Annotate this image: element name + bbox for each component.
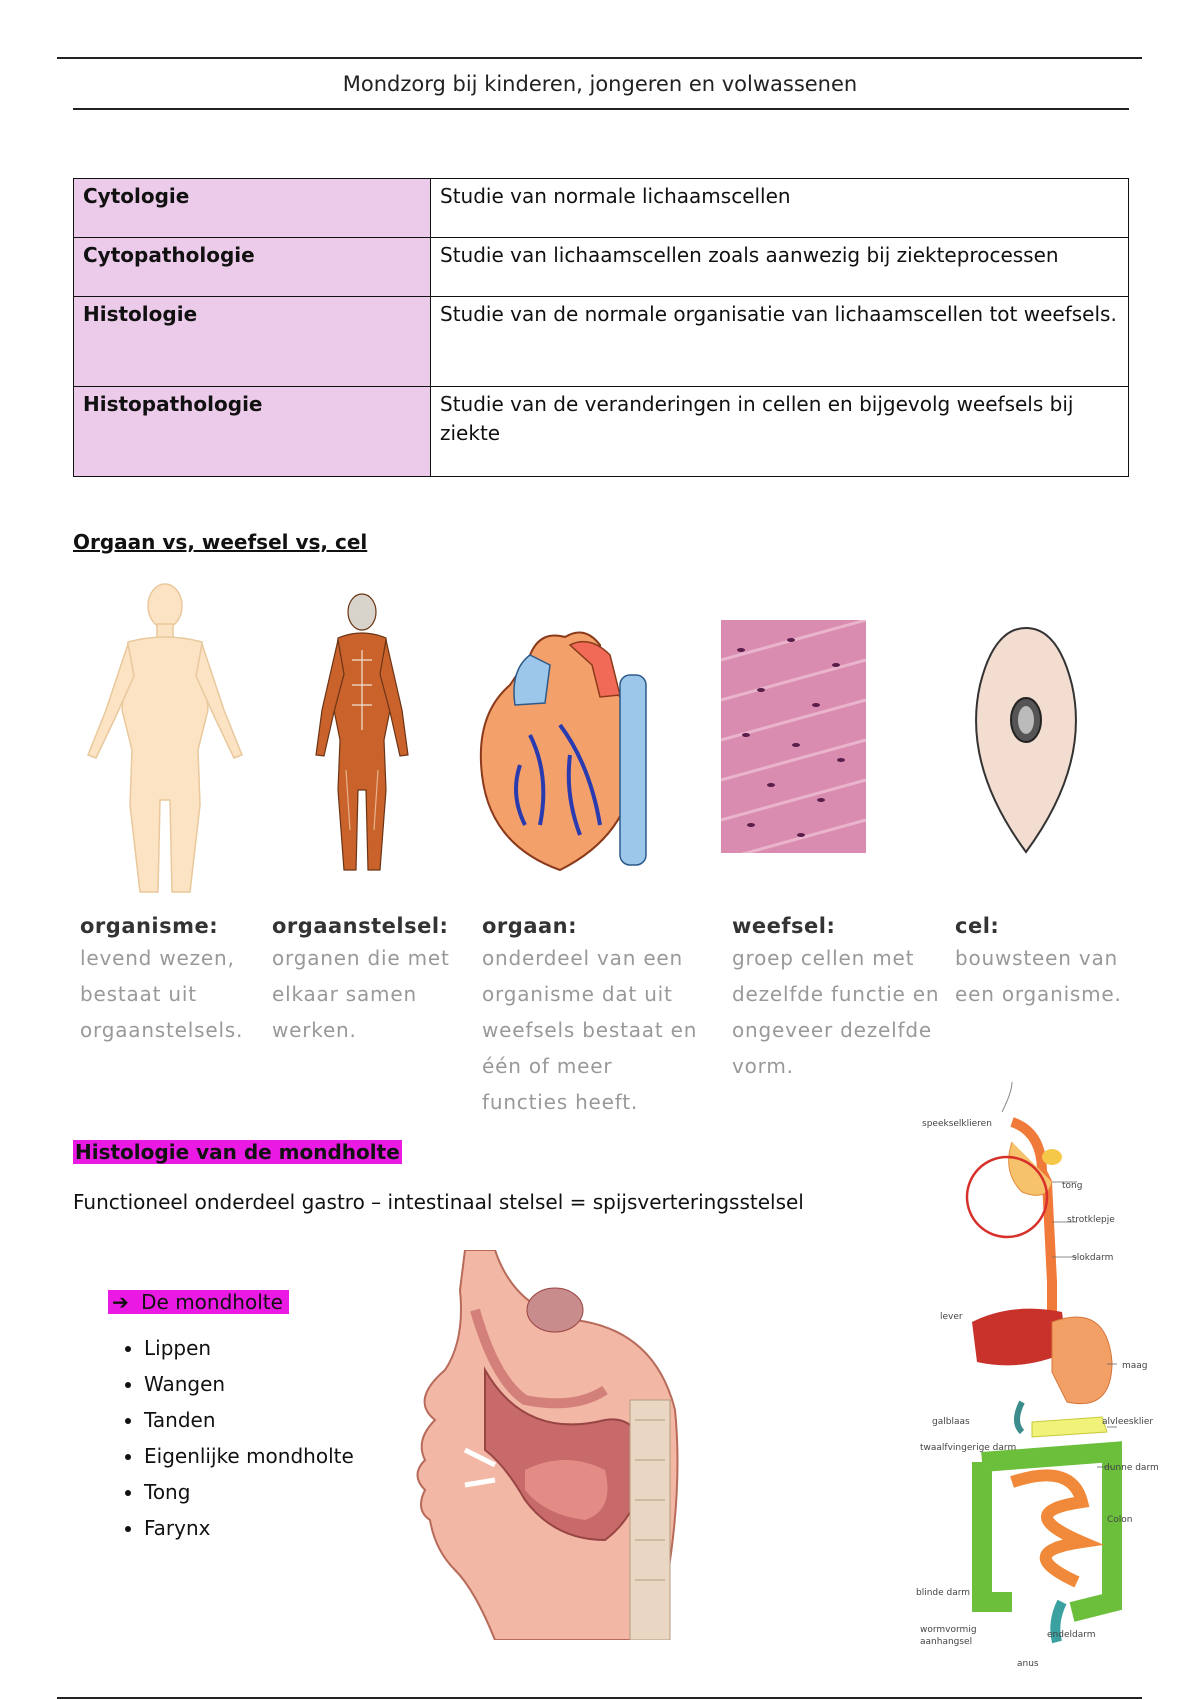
label-dunne-darm: dunne darm [1104, 1463, 1159, 1473]
label-twaalfvingerige-darm: twaalfvingerige darm [920, 1443, 1017, 1453]
level-column-orgaanstelsel [272, 914, 472, 1048]
definition-cell: Studie van de veranderingen in cellen en bijgevolg weefsels bij ziekte [431, 387, 1129, 477]
table-row [74, 238, 1129, 297]
terms-table [73, 178, 1129, 477]
term-cell: Cytologie [74, 179, 431, 238]
level-description: bouwsteen van een organisme. [955, 946, 1122, 1006]
level-label: orgaanstelsel: [272, 914, 449, 938]
digestive-system-diagram [912, 1082, 1167, 1672]
level-description: groep cellen met dezelfde functie en ongeveer dezelfde vorm. [732, 946, 940, 1078]
table-row [74, 387, 1129, 477]
label-galblaas: galblaas [932, 1417, 970, 1427]
muscular-system-illustration [312, 590, 412, 882]
tissue-illustration [721, 620, 866, 853]
label-strotklepje: strotklepje [1067, 1215, 1115, 1225]
mondholte-subheading-text: De mondholte [141, 1290, 283, 1314]
level-column-organisme [80, 914, 250, 1048]
term-cell: Histopathologie [74, 387, 431, 477]
label-tong: tong [1062, 1181, 1083, 1191]
definition-cell: Studie van de normale organisatie van lichaamscellen tot weefsels. [431, 297, 1129, 387]
level-label: orgaan: [482, 914, 578, 938]
header-top-rule [57, 57, 1142, 59]
oral-cavity-illustration [405, 1250, 695, 1640]
cell-illustration [960, 625, 1092, 855]
list-item: • Tanden [144, 1402, 354, 1438]
table-row [74, 297, 1129, 387]
label-speekselklieren: speekselklieren [922, 1119, 992, 1129]
term-cell: Histologie [74, 297, 431, 387]
section-mouth-title [73, 1140, 402, 1164]
label-blinde-darm: blinde darm [916, 1588, 971, 1598]
list-item: • Wangen [144, 1366, 354, 1402]
level-description: onderdeel van een organisme dat uit weefsels bestaat en één of meer functies heeft. [482, 946, 698, 1114]
document-header-title: Mondzorg bij kinderen, jongeren en volwassenen [342, 72, 858, 96]
list-item: • Lippen [144, 1330, 354, 1366]
definition-cell: Studie van normale lichaamscellen [431, 179, 1129, 238]
table-row [74, 179, 1129, 238]
level-label: cel: [955, 914, 1000, 938]
list-item: • Eigenlijke mondholte [144, 1438, 354, 1474]
footer-rule [57, 1697, 1142, 1699]
level-label: weefsel: [732, 914, 836, 938]
arrow-right-icon: ➔ [112, 1290, 129, 1314]
term-cell: Cytopathologie [74, 238, 431, 297]
label-slokdarm: slokdarm [1072, 1253, 1114, 1263]
section-levels-title: Orgaan vs, weefsel vs, cel [73, 530, 368, 554]
level-description: organen die met elkaar samen werken. [272, 946, 450, 1042]
list-item: • Tong [144, 1474, 354, 1510]
mondholte-list [108, 1330, 354, 1546]
header-bottom-rule [73, 108, 1129, 110]
level-description: levend wezen, bestaat uit orgaanstelsels. [80, 946, 244, 1042]
label-aanhangsel: aanhangsel [920, 1637, 973, 1647]
label-alvleesklier: alvleesklier [1102, 1417, 1154, 1427]
level-column-orgaan [482, 914, 702, 1120]
mondholte-subheading [108, 1290, 289, 1314]
label-endeldarm: endeldarm [1047, 1630, 1096, 1640]
human-body-illustration [80, 580, 250, 898]
list-item: • Farynx [144, 1510, 354, 1546]
label-wormvormig: wormvormig [920, 1625, 977, 1635]
level-column-weefsel [732, 914, 942, 1084]
label-anus: anus [1017, 1659, 1039, 1669]
definition-cell: Studie van lichaamscellen zoals aanwezig bij ziekteprocessen [431, 238, 1129, 297]
section-mouth-intro: Functioneel onderdeel gastro – intestinaal stelsel = spijsverteringsstelsel [73, 1190, 804, 1214]
label-colon: Colon [1107, 1515, 1133, 1525]
heart-illustration [470, 625, 665, 875]
section-mouth-title-text: Histologie van de mondholte [75, 1140, 400, 1164]
label-maag: maag [1122, 1361, 1148, 1371]
label-lever: lever [940, 1312, 963, 1322]
level-label: organisme: [80, 914, 219, 938]
level-column-cel [955, 914, 1135, 1012]
